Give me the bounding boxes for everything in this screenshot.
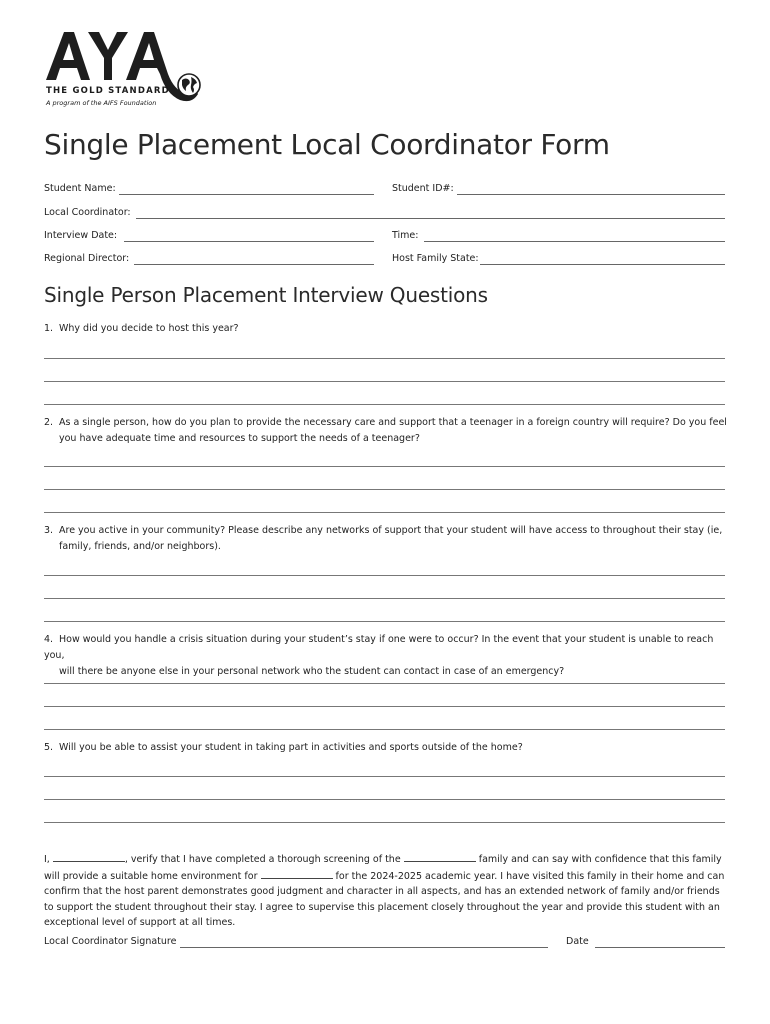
answer-line[interactable] xyxy=(44,575,725,576)
answer-line[interactable] xyxy=(44,729,725,730)
verification-text: I, xyxy=(44,854,50,865)
answer-line[interactable] xyxy=(44,776,725,777)
date-label: Date xyxy=(566,936,589,947)
answer-line[interactable] xyxy=(44,358,725,359)
globe-icon xyxy=(176,72,202,98)
host-family-state-field[interactable] xyxy=(480,264,725,265)
family-name-blank[interactable] xyxy=(404,851,476,862)
question-text: Are you active in your community? Please describe any networks of support that your student will have access to throughout their stay (ie, xyxy=(59,525,723,536)
question-text-continued: family, friends, and/or neighbors). xyxy=(59,541,221,552)
verification-text: for the 2024-2025 academic year. I have visited this family in their home and can xyxy=(335,870,725,882)
section-title: Single Person Placement Interview Questions xyxy=(44,283,488,307)
question-3 xyxy=(44,523,729,555)
answer-line[interactable] xyxy=(44,381,725,382)
student-name-label: Student Name: xyxy=(44,183,116,194)
logo-tagline: THE GOLD STANDARD xyxy=(46,86,170,96)
local-coordinator-label: Local Coordinator: xyxy=(44,207,131,218)
answer-line[interactable] xyxy=(44,489,725,490)
question-text: Why did you decide to host this year? xyxy=(59,323,239,334)
student-name-blank[interactable] xyxy=(261,868,333,879)
time-label: Time: xyxy=(392,230,419,241)
answer-line[interactable] xyxy=(44,706,725,707)
page-title: Single Placement Local Coordinator Form xyxy=(44,128,610,161)
logo-subtagline: A program of the AIFS Foundation xyxy=(46,99,157,107)
aya-logo xyxy=(44,28,204,110)
question-number: 3. xyxy=(44,525,54,536)
question-text: As a single person, how do you plan to provide the necessary care and support that a teenager in a foreign country will require? Do you feel xyxy=(59,417,727,428)
question-text: How would you handle a crisis situation during your student’s stay if one were to occur? In the event that your student is unable to reach you, xyxy=(44,634,714,661)
answer-line[interactable] xyxy=(44,683,725,684)
local-coordinator-field[interactable] xyxy=(136,218,725,219)
question-1 xyxy=(44,321,729,337)
question-text-continued: you have adequate time and resources to support the needs of a teenager? xyxy=(59,433,420,444)
student-name-field[interactable] xyxy=(119,194,374,195)
coordinator-name-blank[interactable] xyxy=(53,851,125,862)
question-number: 1. xyxy=(44,323,54,334)
question-text: Will you be able to assist your student in taking part in activities and sports outside of the home? xyxy=(59,742,523,753)
signature-label: Local Coordinator Signature xyxy=(44,936,177,947)
question-number: 4. xyxy=(44,634,54,645)
question-text-continued: will there be anyone else in your personal network who the student can contact in case of an emergency? xyxy=(59,666,565,677)
interview-date-field[interactable] xyxy=(124,241,374,242)
host-family-state-label: Host Family State: xyxy=(392,253,479,264)
answer-line[interactable] xyxy=(44,466,725,467)
signature-field[interactable] xyxy=(180,947,548,948)
verification-text: to support the student throughout their stay. I agree to supervise this placement closely throughout the year and provide this student with an xyxy=(44,901,720,913)
verification-text: , verify that I have completed a thorough screening of the xyxy=(124,854,401,865)
verification-text: will provide a suitable home environment for xyxy=(44,870,258,882)
verification-text: family and can say with confidence that this family xyxy=(478,854,722,865)
time-field[interactable] xyxy=(424,241,725,242)
question-number: 5. xyxy=(44,742,54,753)
answer-line[interactable] xyxy=(44,512,725,513)
regional-director-label: Regional Director: xyxy=(44,253,130,264)
answer-line[interactable] xyxy=(44,621,725,622)
question-number: 2. xyxy=(44,417,54,428)
interview-date-label: Interview Date: xyxy=(44,230,118,241)
question-2 xyxy=(44,415,729,447)
question-5 xyxy=(44,740,729,756)
answer-line[interactable] xyxy=(44,404,725,405)
student-id-field[interactable] xyxy=(457,194,725,195)
question-4 xyxy=(44,632,729,680)
verification-text: exceptional level of support at all times. xyxy=(44,917,236,928)
verification-statement xyxy=(44,851,729,931)
student-id-label: Student ID#: xyxy=(392,183,454,194)
answer-line[interactable] xyxy=(44,822,725,823)
answer-line[interactable] xyxy=(44,799,725,800)
regional-director-field[interactable] xyxy=(134,264,374,265)
answer-line[interactable] xyxy=(44,598,725,599)
verification-text: confirm that the host parent demonstrates good judgment and character in all aspects, and has an extended network of family and/or friends xyxy=(44,886,720,897)
date-field[interactable] xyxy=(595,947,725,948)
